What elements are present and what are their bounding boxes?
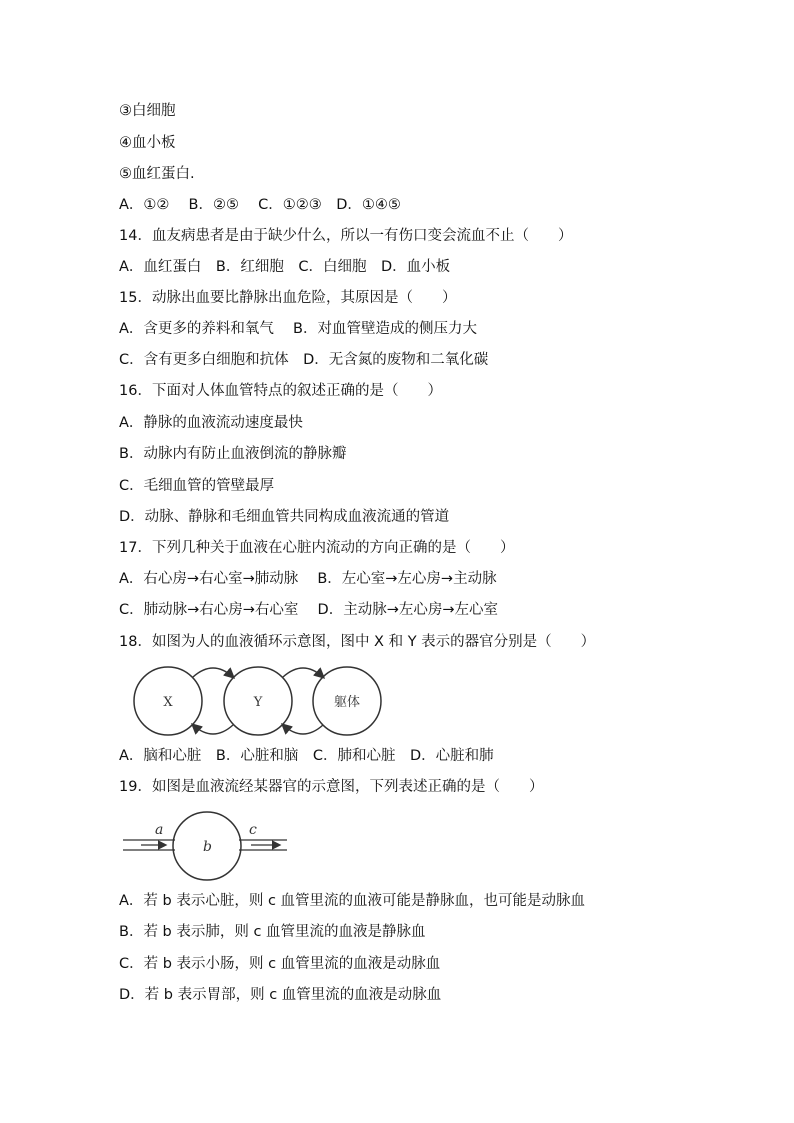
flow-arrow-y-to-body: [283, 668, 323, 677]
line-q13-item4: ④血小板: [119, 135, 176, 151]
q16-option-d: D．动脉、静脉和毛细血管共同构成血液流通的管道: [119, 509, 450, 525]
q15-options-ab: A．含更多的养料和氧气 B．对血管壁造成的侧压力大: [119, 321, 477, 337]
q14-options: A．血红蛋白 B．红细胞 C．白细胞 D．血小板: [119, 259, 451, 275]
line-q13-item3: ③白细胞: [119, 103, 176, 119]
label-y: Y: [253, 695, 263, 710]
flow-arrow-x-to-y: [193, 668, 233, 677]
label-x: X: [163, 695, 173, 710]
q13-options: A．①② B．②⑤ C．①②③ D．①④⑤: [119, 197, 401, 213]
label-a: a: [155, 822, 164, 838]
flow-arrow-y-to-x: [193, 725, 233, 734]
q14-stem: 14．血友病患者是由于缺少什么，所以一有伤口变会流血不止（ ）: [119, 228, 573, 244]
figure-19-organ-diagram: [121, 810, 291, 882]
label-b: b: [203, 839, 212, 855]
q19-option-d: D．若 b 表示胃部，则 c 血管里流的血液是动脉血: [119, 987, 442, 1003]
figure-18-circulation-diagram: [121, 663, 383, 739]
q17-options-cd: C．肺动脉→右心房→右心室 D．主动脉→左心房→左心室: [119, 602, 498, 618]
q18-options: A．脑和心脏 B．心脏和脑 C．肺和心脏 D．心脏和肺: [119, 748, 494, 764]
q18-stem: 18．如图为人的血液循环示意图，图中 X 和 Y 表示的器官分别是（ ）: [119, 634, 596, 650]
q17-stem: 17．下列几种关于血液在心脏内流动的方向正确的是（ ）: [119, 540, 515, 556]
q16-option-a: A．静脉的血液流动速度最快: [119, 415, 303, 431]
q15-options-cd: C．含有更多白细胞和抗体 D．无含氮的废物和二氧化碳: [119, 352, 489, 368]
q17-options-ab: A．右心房→右心室→肺动脉 B．左心室→左心房→主动脉: [119, 571, 497, 587]
q19-stem: 19．如图是血液流经某器官的示意图，下列表述正确的是（ ）: [119, 779, 544, 795]
label-body: 躯体: [333, 695, 361, 710]
q16-option-b: B．动脉内有防止血液倒流的静脉瓣: [119, 446, 347, 462]
q16-option-c: C．毛细血管的管壁最厚: [119, 478, 275, 494]
q19-option-c: C．若 b 表示小肠，则 c 血管里流的血液是动脉血: [119, 956, 441, 972]
flow-arrow-body-to-y: [283, 725, 323, 734]
q16-stem: 16．下面对人体血管特点的叙述正确的是（ ）: [119, 383, 442, 399]
q19-option-b: B．若 b 表示肺，则 c 血管里流的血液是静脉血: [119, 924, 426, 940]
q19-option-a: A．若 b 表示心脏，则 c 血管里流的血液可能是静脉血，也可能是动脉血: [119, 893, 586, 909]
q15-stem: 15．动脉出血要比静脉出血危险，其原因是（ ）: [119, 290, 457, 306]
label-c: c: [249, 822, 257, 838]
line-q13-item5: ⑤血红蛋白.: [119, 166, 195, 182]
